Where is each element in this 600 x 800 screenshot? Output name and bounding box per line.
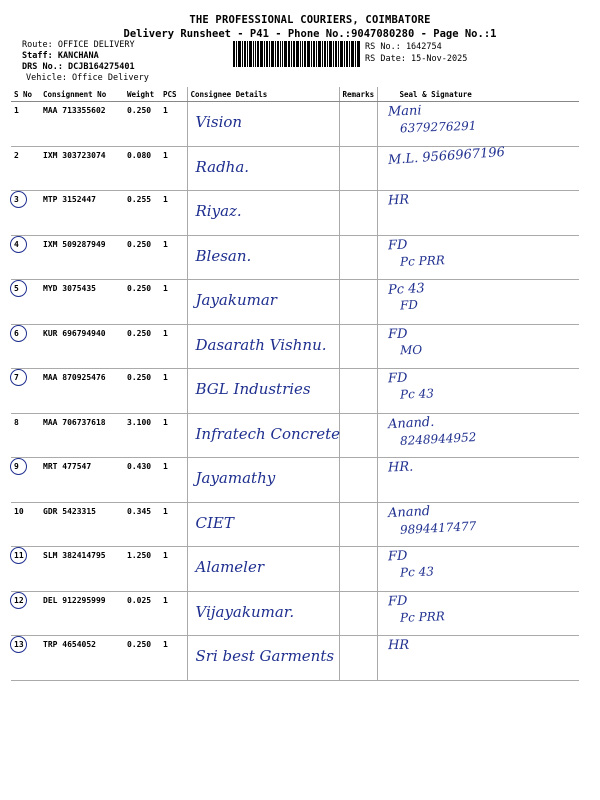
cell-consignment: MAA 870925476 — [40, 369, 124, 414]
cell-pcs: 1 — [160, 636, 187, 681]
table-row — [11, 324, 579, 369]
cell-pcs: 1 — [160, 413, 187, 458]
vehicle-label: Vehicle: Office Delivery — [26, 73, 149, 83]
consignee-handwriting: Vision — [195, 113, 243, 131]
table-row — [11, 235, 579, 280]
cell-remarks — [339, 146, 377, 191]
cell-signature — [377, 636, 579, 681]
serial-number: 8 — [14, 417, 19, 427]
cell-remarks — [339, 458, 377, 503]
cell-remarks — [339, 369, 377, 414]
cell-weight: 0.250 — [124, 102, 160, 147]
cell-signature — [377, 547, 579, 592]
cell-pcs: 1 — [160, 191, 187, 236]
table-row — [11, 102, 579, 147]
cell-consignment: MRT 477547 — [40, 458, 124, 503]
cell-consignment: MYD 3075435 — [40, 280, 124, 325]
consignee-handwriting: Jayakumar — [195, 291, 277, 309]
cell-pcs: 1 — [160, 547, 187, 592]
cell-consignment: KUR 696794940 — [40, 324, 124, 369]
document-title: THE PROFESSIONAL COURIERS, COIMBATORE — [189, 14, 431, 26]
cell-sno — [11, 547, 40, 592]
cell-weight: 0.255 — [124, 191, 160, 236]
cell-remarks — [339, 280, 377, 325]
cell-consignee — [187, 191, 339, 236]
cell-remarks — [339, 591, 377, 636]
table-row — [11, 591, 579, 636]
consignee-handwriting: Blesan. — [195, 246, 252, 265]
cell-sno — [11, 636, 40, 681]
signature-note: Pc 43 — [399, 564, 434, 580]
col-signature: Seal & Signature — [377, 87, 579, 102]
cell-sno — [11, 191, 40, 236]
consignee-handwriting: Jayamathy — [195, 469, 276, 487]
serial-circle-mark — [10, 191, 27, 208]
table-row — [11, 636, 579, 681]
serial-circle-mark — [10, 592, 27, 609]
consignee-handwriting: Radha. — [195, 157, 250, 176]
cell-consignee — [187, 369, 339, 414]
serial-number: 13 — [14, 640, 24, 649]
cell-consignee — [187, 324, 339, 369]
cell-weight: 0.250 — [124, 636, 160, 681]
cell-pcs: 1 — [160, 235, 187, 280]
serial-number: 11 — [14, 551, 24, 560]
signature-handwriting: Mani — [387, 103, 422, 120]
col-sno: S No — [11, 87, 40, 102]
cell-sno — [11, 591, 40, 636]
table-row — [11, 458, 579, 503]
cell-weight: 0.430 — [124, 458, 160, 503]
cell-signature — [377, 191, 579, 236]
cell-pcs: 1 — [160, 502, 187, 547]
serial-number: 1 — [14, 106, 19, 115]
cell-pcs: 1 — [160, 146, 187, 191]
consignee-handwriting: Dasarath Vishnu. — [195, 335, 327, 354]
serial-circle-mark — [10, 636, 27, 653]
col-consignment: Consignment No — [40, 87, 124, 102]
cell-sno — [11, 235, 40, 280]
cell-weight: 0.025 — [124, 591, 160, 636]
col-weight: Weight — [124, 87, 160, 102]
cell-weight: 3.100 — [124, 413, 160, 458]
cell-sno — [11, 102, 40, 147]
cell-consignment: IXM 303723074 — [40, 146, 124, 191]
cell-consignment: MTP 3152447 — [40, 191, 124, 236]
cell-consignment: GDR 5423315 — [40, 502, 124, 547]
signature-note: Pc PRR — [399, 608, 445, 625]
serial-number: 2 — [14, 150, 19, 160]
cell-consignee — [187, 591, 339, 636]
cell-consignee — [187, 636, 339, 681]
cell-signature — [377, 280, 579, 325]
staff-line — [22, 51, 99, 62]
table-row — [11, 502, 579, 547]
serial-number: 3 — [14, 195, 19, 204]
cell-signature — [377, 235, 579, 280]
col-consignee: Consignee Details — [187, 87, 339, 102]
serial-number: 5 — [14, 284, 19, 293]
cell-consignment: MAA 713355602 — [40, 102, 124, 147]
table-row — [11, 413, 579, 458]
consignee-handwriting: CIET — [195, 513, 234, 532]
cell-signature — [377, 413, 579, 458]
serial-circle-mark — [10, 458, 27, 475]
cell-weight: 0.250 — [124, 369, 160, 414]
cell-pcs: 1 — [160, 458, 187, 503]
col-remarks: Remarks — [339, 87, 377, 102]
cell-consignee — [187, 146, 339, 191]
signature-handwriting: M.L. 9566967196 — [387, 144, 505, 168]
cell-pcs: 1 — [160, 591, 187, 636]
serial-circle-mark — [10, 280, 27, 297]
cell-sno — [11, 324, 40, 369]
cell-pcs: 1 — [160, 102, 187, 147]
cell-signature — [377, 369, 579, 414]
staff-label: Staff: — [22, 51, 53, 61]
cell-sno — [11, 458, 40, 503]
cell-signature — [377, 324, 579, 369]
cell-pcs: 1 — [160, 369, 187, 414]
serial-number: 12 — [14, 595, 24, 605]
cell-weight: 0.080 — [124, 146, 160, 191]
serial-number: 9 — [14, 462, 19, 471]
cell-consignment: SLM 382414795 — [40, 547, 124, 592]
cell-remarks — [339, 324, 377, 369]
signature-note: 6379276291 — [399, 118, 477, 136]
signature-handwriting: FD — [387, 326, 408, 342]
consignee-handwriting: BGL Industries — [195, 380, 311, 398]
table-row — [11, 547, 579, 592]
serial-circle-mark — [10, 547, 27, 564]
cell-weight: 0.250 — [124, 235, 160, 280]
staff-value: KANCHANA — [57, 51, 99, 61]
delivery-table — [11, 87, 579, 681]
cell-consignee — [187, 547, 339, 592]
cell-sno — [11, 146, 40, 191]
signature-note: 8248944952 — [399, 429, 477, 448]
signature-handwriting: HR. — [387, 459, 414, 476]
cell-remarks — [339, 502, 377, 547]
barcode — [233, 41, 360, 67]
cell-consignee — [187, 102, 339, 147]
cell-signature — [377, 146, 579, 191]
signature-note: Pc 43 — [399, 386, 434, 402]
signature-note: 9894417477 — [399, 518, 477, 537]
cell-sno — [11, 502, 40, 547]
table-row — [11, 146, 579, 191]
col-pcs: PCS — [160, 87, 187, 102]
cell-signature — [377, 502, 579, 547]
cell-pcs: 1 — [160, 324, 187, 369]
cell-consignee — [187, 413, 339, 458]
cell-remarks — [339, 636, 377, 681]
rs-number: RS No.: 1642754 — [365, 42, 442, 52]
cell-remarks — [339, 413, 377, 458]
serial-number: 7 — [14, 373, 19, 382]
serial-circle-mark — [10, 236, 27, 253]
table-row — [11, 369, 579, 414]
consignee-handwriting: Infratech Concrete — [195, 424, 341, 443]
signature-handwriting: FD — [387, 548, 408, 565]
signature-handwriting: Anand. — [387, 414, 435, 432]
signature-handwriting: Anand — [387, 503, 431, 521]
cell-signature — [377, 102, 579, 147]
cell-signature — [377, 591, 579, 636]
consignee-handwriting: Alameler — [195, 558, 265, 576]
cell-remarks — [339, 191, 377, 236]
serial-number: 10 — [14, 506, 24, 516]
signature-handwriting: HR — [387, 192, 410, 209]
cell-consignment: TRP 4654052 — [40, 636, 124, 681]
cell-weight: 0.345 — [124, 502, 160, 547]
table-row — [11, 280, 579, 325]
cell-weight: 0.250 — [124, 280, 160, 325]
serial-number: 6 — [14, 328, 19, 338]
cell-sno — [11, 413, 40, 458]
signature-handwriting: HR — [387, 637, 409, 654]
signature-handwriting: FD — [387, 593, 408, 609]
table-header-row — [11, 87, 579, 102]
cell-sno — [11, 280, 40, 325]
cell-sno — [11, 369, 40, 414]
cell-pcs: 1 — [160, 280, 187, 325]
cell-weight: 0.250 — [124, 324, 160, 369]
route-label: Route: OFFICE DELIVERY — [22, 40, 135, 50]
cell-weight: 1.250 — [124, 547, 160, 592]
cell-remarks — [339, 547, 377, 592]
cell-remarks — [339, 235, 377, 280]
cell-consignee — [187, 502, 339, 547]
serial-circle-mark — [10, 369, 27, 386]
signature-note: MO — [399, 342, 422, 357]
signature-handwriting: FD — [387, 237, 408, 253]
signature-handwriting: Pc 43 — [387, 281, 425, 298]
runsheet-subtitle: Delivery Runsheet - P41 - Phone No.:9047080280 - Page No.:1 — [123, 28, 497, 40]
signature-handwriting: FD — [387, 370, 408, 387]
cell-consignment: DEL 912295999 — [40, 591, 124, 636]
cell-signature — [377, 458, 579, 503]
serial-circle-mark — [10, 325, 27, 342]
consignee-handwriting: Riyaz. — [195, 202, 242, 220]
cell-consignment: IXM 509287949 — [40, 235, 124, 280]
cell-consignee — [187, 458, 339, 503]
cell-remarks — [339, 102, 377, 147]
rs-date: RS Date: 15-Nov-2025 — [365, 54, 468, 64]
consignee-handwriting: Vijayakumar. — [195, 602, 295, 621]
cell-consignee — [187, 280, 339, 325]
table-body — [11, 102, 579, 681]
signature-note: FD — [399, 297, 418, 313]
consignee-handwriting: Sri best Garments — [195, 647, 335, 665]
table-row — [11, 191, 579, 236]
signature-note: Pc PRR — [399, 252, 445, 269]
serial-number: 4 — [14, 239, 19, 249]
drs-number: DRS No.: DCJB164275401 — [22, 62, 135, 72]
cell-consignee — [187, 235, 339, 280]
cell-consignment: MAA 706737618 — [40, 413, 124, 458]
